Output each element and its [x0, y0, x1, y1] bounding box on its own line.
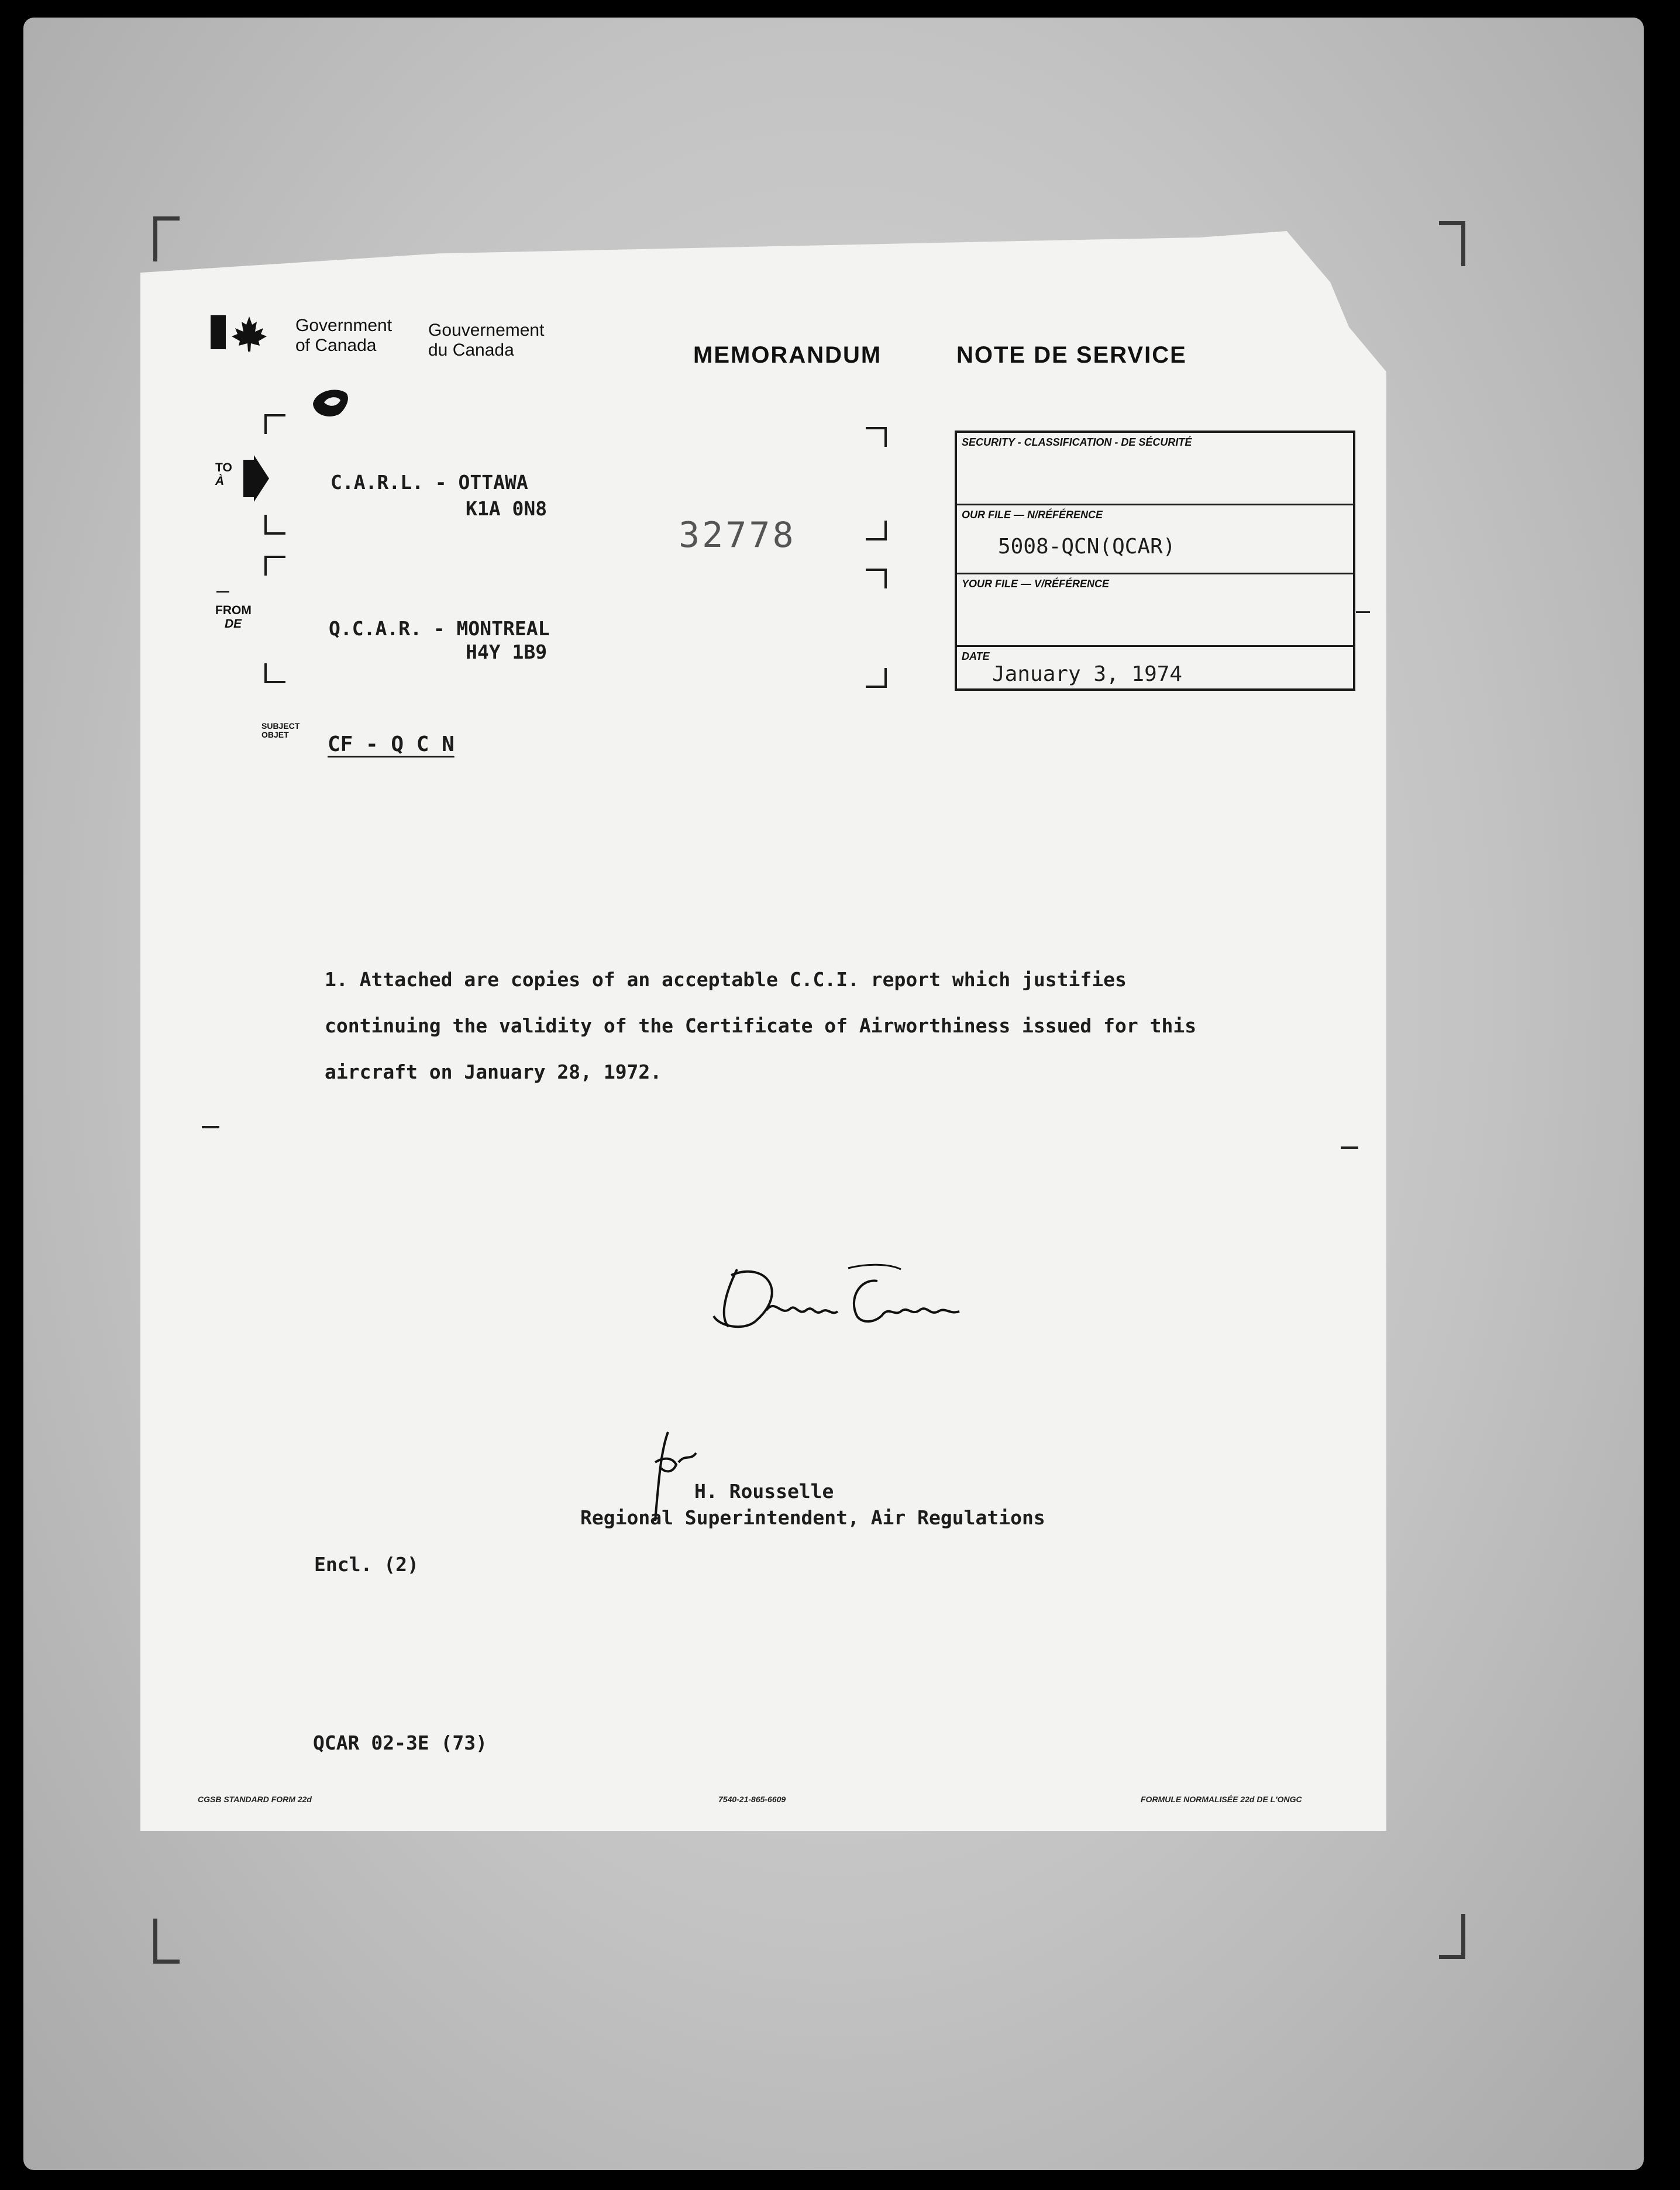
from-dash — [216, 591, 229, 593]
from-bracket-bottom — [264, 663, 285, 683]
body-line-3: aircraft on January 28, 1972. — [325, 1060, 662, 1083]
date-row — [957, 645, 1353, 688]
to-line1: C.A.R.L. - OTTAWA — [331, 471, 528, 494]
ink-blot — [310, 386, 357, 421]
handwritten-signature — [702, 1258, 971, 1340]
security-row — [957, 433, 1353, 504]
crop-mark-bottom-left — [153, 1919, 180, 1964]
from-line1: Q.C.A.R. - MONTREAL — [329, 617, 550, 640]
to-bracket-top — [264, 414, 285, 434]
center-bracket-4 — [866, 668, 887, 688]
our-file-row — [957, 504, 1353, 573]
stamp-number: 32778 — [679, 515, 796, 556]
form-code: QCAR 02-3E (73) — [313, 1731, 488, 1754]
signatory-name: H. Rousselle — [694, 1480, 834, 1503]
crop-mark-top-right — [1439, 221, 1465, 266]
signatory-title: Regional Superintendent, Air Regulations — [580, 1506, 1045, 1529]
fold-mark-left — [202, 1126, 219, 1128]
box-side-tick — [1356, 611, 1370, 613]
center-bracket-3 — [866, 569, 887, 588]
from-label: FROM DE — [215, 604, 252, 631]
subject-label: SUBJECT OBJET — [261, 721, 300, 739]
canada-flag-icon — [211, 313, 275, 354]
body-line-2: continuing the validity of the Certificate of Airworthiness issued for this — [325, 1014, 1197, 1037]
from-bracket-top — [264, 556, 285, 576]
your-file-label: YOUR FILE — V/RÉFÉRENCE — [962, 578, 1110, 590]
footer-center: 7540-21-865-6609 — [718, 1795, 786, 1804]
security-label: SECURITY - CLASSIFICATION - DE SÉCURITÉ — [962, 436, 1192, 448]
reference-box — [955, 431, 1355, 691]
crop-mark-top-left — [153, 216, 180, 261]
your-file-row — [957, 573, 1353, 645]
note-de-service-title: NOTE DE SERVICE — [956, 342, 1187, 368]
footer-left: CGSB STANDARD FORM 22d — [198, 1795, 312, 1804]
date-value: January 3, 1974 — [992, 662, 1183, 686]
footer-right: FORMULE NORMALISÉE 22d DE L'ONGC — [1141, 1795, 1302, 1804]
body-line-1: 1. Attached are copies of an acceptable C.C.I. report which justifies — [325, 968, 1127, 991]
to-bracket-bottom — [264, 515, 285, 535]
government-of-canada-en: Government of Canada — [295, 316, 393, 355]
crop-mark-bottom-right — [1439, 1914, 1465, 1959]
from-line2: H4Y 1B9 — [466, 641, 548, 663]
date-label: DATE — [962, 650, 990, 662]
enclosure: Encl. (2) — [314, 1553, 419, 1576]
our-file-value: 5008-QCN(QCAR) — [998, 535, 1176, 559]
our-file-label: OUR FILE — N/RÉFÉRENCE — [962, 509, 1103, 521]
fold-mark-right — [1341, 1146, 1358, 1149]
center-bracket-1 — [866, 427, 887, 447]
to-line2: K1A 0N8 — [466, 497, 548, 520]
subject-value: CF - Q C N — [328, 732, 455, 756]
to-label: TO À — [215, 461, 232, 488]
memorandum-title: MEMORANDUM — [693, 342, 882, 368]
center-bracket-2 — [866, 521, 887, 540]
arrow-right-icon — [241, 455, 270, 502]
government-of-canada-fr: Gouvernement du Canada — [428, 321, 545, 360]
